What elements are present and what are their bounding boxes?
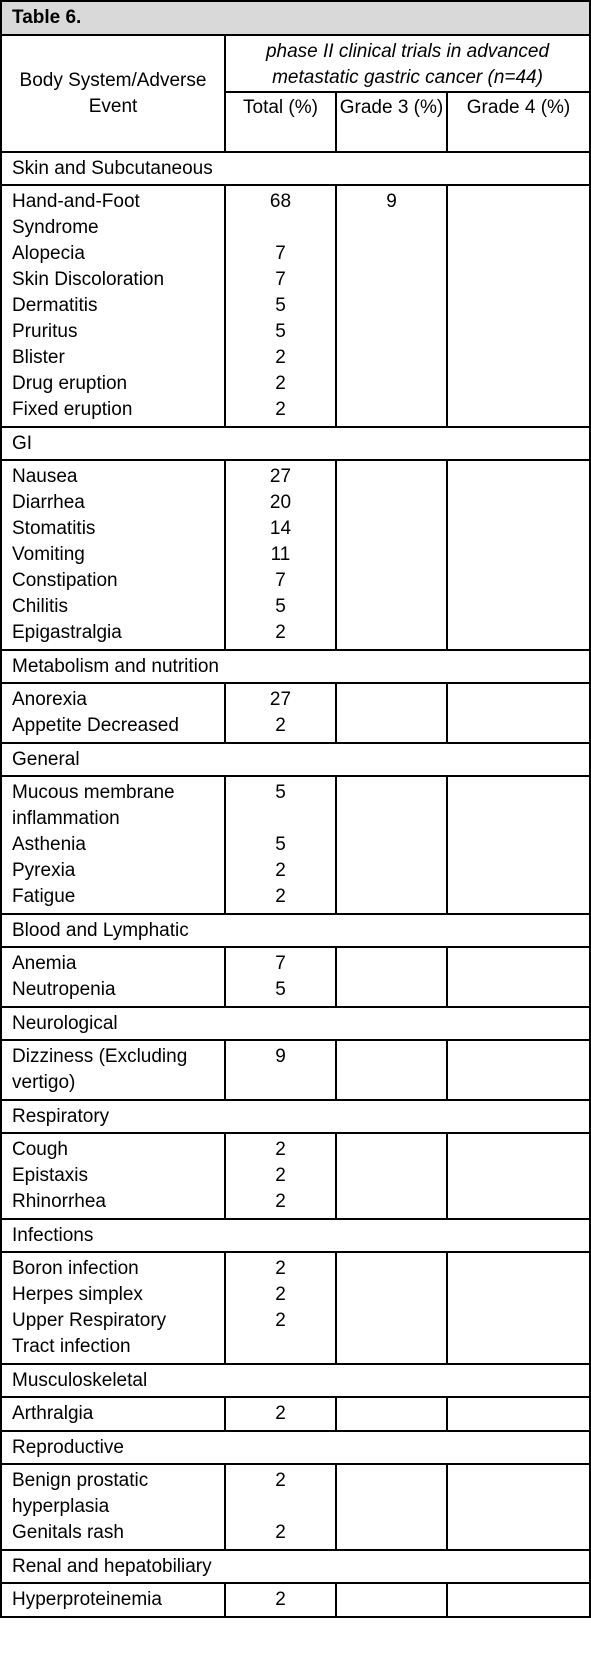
category-row xyxy=(1,1100,590,1133)
grade3-percent-value xyxy=(337,1137,446,1163)
category-label: Musculoskeletal xyxy=(1,1364,590,1397)
grade3-percent-value xyxy=(337,858,446,884)
grade4-percent-value xyxy=(448,1401,589,1427)
grade4-percent-value xyxy=(448,620,589,646)
title-row xyxy=(1,1,590,35)
adverse-event-name: Genitals rash xyxy=(12,1522,124,1543)
category-label: Blood and Lymphatic xyxy=(1,914,590,947)
category-row xyxy=(1,1364,590,1397)
adverse-event-name: Skin Discoloration xyxy=(12,269,165,290)
category-row xyxy=(1,427,590,460)
grade3-percent-value xyxy=(337,542,446,568)
grade4-percent-cell xyxy=(447,460,590,650)
category-label: General xyxy=(1,743,590,776)
adverse-event-name: Anorexia xyxy=(12,689,87,710)
total-percent-value: 5 xyxy=(275,295,286,316)
total-percent-value: 27 xyxy=(269,689,292,710)
grade4-percent-cell xyxy=(447,776,590,914)
grade4-percent-value xyxy=(448,1044,589,1096)
total-percent-value: 2 xyxy=(275,886,286,907)
category-label: Skin and Subcutaneous xyxy=(1,152,590,185)
section-data-row xyxy=(1,460,590,650)
total-percent-value: 7 xyxy=(275,243,286,264)
category-label: Metabolism and nutrition xyxy=(1,650,590,683)
adverse-event-name: Benign prostatic hyperplasia xyxy=(12,1470,149,1517)
grade4-percent-value xyxy=(448,1587,589,1613)
grade3-percent-value xyxy=(337,1587,446,1613)
total-percent-cell xyxy=(225,1252,336,1364)
grade3-percent-value xyxy=(337,568,446,594)
adverse-event-name: Asthenia xyxy=(12,834,86,855)
total-percent-value: 2 xyxy=(275,1589,286,1610)
grade3-percent-value xyxy=(337,1256,446,1282)
grade4-percent-value xyxy=(448,1163,589,1189)
grade3-percent-cell xyxy=(336,460,447,650)
section-data-row xyxy=(1,683,590,743)
total-percent-cell xyxy=(225,776,336,914)
grade3-percent-value xyxy=(337,319,446,345)
adverse-event-name: Constipation xyxy=(12,570,118,591)
grade3-percent-cell xyxy=(336,185,447,427)
total-percent-value: 9 xyxy=(275,1046,286,1067)
grade3-percent-value xyxy=(337,1401,446,1427)
adverse-event-names-cell xyxy=(1,1252,225,1364)
adverse-event-name: Neutropenia xyxy=(12,979,116,1000)
grade3-percent-value xyxy=(337,687,446,713)
grade4-percent-value xyxy=(448,241,589,267)
grade4-percent-value xyxy=(448,832,589,858)
grade3-percent-value xyxy=(337,594,446,620)
grade4-percent-value xyxy=(448,1256,589,1282)
total-percent-value: 5 xyxy=(275,834,286,855)
total-percent-value: 27 xyxy=(269,466,292,487)
total-percent-value: 5 xyxy=(275,596,286,617)
total-percent-cell xyxy=(225,1133,336,1219)
grade3-percent-value xyxy=(337,620,446,646)
table-title: Table 6. xyxy=(1,1,590,35)
grade3-percent-value xyxy=(337,977,446,1003)
total-percent-cell xyxy=(225,185,336,427)
adverse-event-name: Vomiting xyxy=(12,544,85,565)
adverse-event-name: Rhinorrhea xyxy=(12,1191,106,1212)
total-percent-value: 2 xyxy=(275,1139,286,1160)
grade4-percent-value xyxy=(448,345,589,371)
grade3-percent-value xyxy=(337,951,446,977)
adverse-event-name: Hand-and-Foot Syndrome xyxy=(12,191,140,238)
total-percent-cell xyxy=(225,1583,336,1617)
total-percent-value: 2 xyxy=(275,622,286,643)
total-percent-value: 5 xyxy=(275,321,286,342)
adverse-event-names-cell xyxy=(1,947,225,1007)
trial-group-header: phase II clinical trials in advanced metastatic gastric cancer (n=44) xyxy=(225,35,590,92)
adverse-event-names-cell xyxy=(1,460,225,650)
grade3-percent-cell xyxy=(336,1397,447,1431)
adverse-event-names-cell xyxy=(1,1133,225,1219)
grade4-percent-value xyxy=(448,1137,589,1163)
total-percent-value: 5 xyxy=(275,979,286,1000)
adverse-event-names-cell xyxy=(1,185,225,427)
grade3-percent-value xyxy=(337,1044,446,1096)
adverse-event-name: Herpes simplex xyxy=(12,1284,143,1305)
category-row xyxy=(1,1550,590,1583)
grade3-percent-value xyxy=(337,241,446,267)
column-header-total: Total (%) xyxy=(225,92,336,152)
grade4-percent-value xyxy=(448,267,589,293)
grade4-percent-value xyxy=(448,397,589,423)
total-percent-cell xyxy=(225,1040,336,1100)
total-percent-value: 7 xyxy=(275,953,286,974)
grade3-percent-value xyxy=(337,1189,446,1215)
adverse-event-name: Appetite Decreased xyxy=(12,715,179,736)
adverse-event-names-cell xyxy=(1,683,225,743)
grade3-percent-cell xyxy=(336,1464,447,1550)
total-percent-value: 2 xyxy=(275,1191,286,1212)
grade4-percent-value xyxy=(448,568,589,594)
total-percent-value: 2 xyxy=(275,1310,286,1331)
adverse-event-name: Pyrexia xyxy=(12,860,76,881)
adverse-event-name: Fixed eruption xyxy=(12,399,133,420)
total-percent-value: 2 xyxy=(275,1403,286,1424)
grade3-percent-value xyxy=(337,397,446,423)
grade4-percent-cell xyxy=(447,1464,590,1550)
section-data-row xyxy=(1,1040,590,1100)
grade4-percent-cell xyxy=(447,947,590,1007)
grade3-percent-value xyxy=(337,884,446,910)
grade4-percent-value xyxy=(448,884,589,910)
category-label: GI xyxy=(1,427,590,460)
grade4-percent-value xyxy=(448,594,589,620)
category-label: Reproductive xyxy=(1,1431,590,1464)
grade4-percent-value xyxy=(448,1308,589,1360)
total-percent-cell xyxy=(225,683,336,743)
total-percent-value: 68 xyxy=(269,191,292,212)
table-body xyxy=(1,1,590,1617)
grade4-percent-value xyxy=(448,516,589,542)
total-percent-cell xyxy=(225,1397,336,1431)
grade4-percent-value xyxy=(448,1468,589,1520)
grade3-percent-value xyxy=(337,713,446,739)
grade3-percent-value xyxy=(337,1468,446,1520)
category-label: Neurological xyxy=(1,1007,590,1040)
grade4-percent-value xyxy=(448,780,589,832)
grade3-percent-value xyxy=(337,1163,446,1189)
grade4-percent-cell xyxy=(447,1133,590,1219)
section-data-row xyxy=(1,1464,590,1550)
total-percent-value: 2 xyxy=(275,399,286,420)
grade4-percent-cell xyxy=(447,185,590,427)
adverse-event-name: Pruritus xyxy=(12,321,78,342)
grade4-percent-value xyxy=(448,490,589,516)
category-row xyxy=(1,1431,590,1464)
adverse-event-name: Mucous membrane inflammation xyxy=(12,782,175,829)
total-percent-value: 2 xyxy=(275,347,286,368)
adverse-event-names-cell xyxy=(1,1464,225,1550)
adverse-event-name: Alopecia xyxy=(12,243,85,264)
grade4-percent-value xyxy=(448,951,589,977)
header-row-1 xyxy=(1,35,590,92)
grade4-percent-value xyxy=(448,687,589,713)
grade3-percent-cell xyxy=(336,947,447,1007)
category-label: Infections xyxy=(1,1219,590,1252)
adverse-event-name: Cough xyxy=(12,1139,68,1160)
adverse-event-names-cell xyxy=(1,1583,225,1617)
grade4-percent-value xyxy=(448,319,589,345)
category-row xyxy=(1,650,590,683)
grade4-percent-cell xyxy=(447,683,590,743)
total-percent-value: 2 xyxy=(275,1522,286,1543)
grade3-percent-cell xyxy=(336,1133,447,1219)
grade4-percent-cell xyxy=(447,1397,590,1431)
total-percent-value: 5 xyxy=(275,782,286,803)
total-percent-value: 7 xyxy=(275,570,286,591)
section-data-row xyxy=(1,185,590,427)
section-data-row xyxy=(1,1252,590,1364)
grade4-percent-value xyxy=(448,371,589,397)
grade3-percent-cell xyxy=(336,683,447,743)
category-row xyxy=(1,152,590,185)
total-percent-value: 2 xyxy=(275,1165,286,1186)
total-percent-value: 2 xyxy=(275,1470,286,1491)
grade3-percent-value xyxy=(337,1520,446,1546)
adverse-event-names-cell xyxy=(1,1397,225,1431)
grade3-percent-cell xyxy=(336,1252,447,1364)
category-row xyxy=(1,914,590,947)
grade3-percent-value xyxy=(337,371,446,397)
adverse-event-name: Epigastralgia xyxy=(12,622,122,643)
adverse-event-name: Diarrhea xyxy=(12,492,85,513)
grade4-percent-value xyxy=(448,189,589,241)
total-percent-value: 14 xyxy=(269,518,292,539)
grade4-percent-value xyxy=(448,1189,589,1215)
grade3-percent-value xyxy=(337,832,446,858)
adverse-event-name: Boron infection xyxy=(12,1258,139,1279)
section-data-row xyxy=(1,1397,590,1431)
grade4-percent-value xyxy=(448,858,589,884)
adverse-event-name: Fatigue xyxy=(12,886,76,907)
adverse-event-name: Anemia xyxy=(12,953,77,974)
total-percent-value: 2 xyxy=(275,373,286,394)
adverse-event-names-cell xyxy=(1,1040,225,1100)
grade4-percent-value xyxy=(448,293,589,319)
grade4-percent-cell xyxy=(447,1252,590,1364)
grade3-percent-value xyxy=(337,345,446,371)
total-percent-cell xyxy=(225,947,336,1007)
category-label: Respiratory xyxy=(1,1100,590,1133)
grade3-percent-value xyxy=(337,1282,446,1308)
grade3-percent-value xyxy=(337,490,446,516)
grade3-percent-value xyxy=(337,1308,446,1360)
category-row xyxy=(1,743,590,776)
adverse-event-names-cell xyxy=(1,776,225,914)
total-percent-value: 2 xyxy=(275,715,286,736)
total-percent-value: 20 xyxy=(269,492,292,513)
adverse-event-name: Nausea xyxy=(12,466,78,487)
adverse-event-name: Epistaxis xyxy=(12,1165,89,1186)
section-data-row xyxy=(1,1583,590,1617)
adverse-event-name: Dermatitis xyxy=(12,295,98,316)
section-data-row xyxy=(1,947,590,1007)
grade3-percent-cell xyxy=(336,1583,447,1617)
total-percent-value: 2 xyxy=(275,1258,286,1279)
adverse-event-name: Arthralgia xyxy=(12,1403,94,1424)
total-percent-cell xyxy=(225,460,336,650)
total-percent-value: 7 xyxy=(275,269,286,290)
adverse-event-name: Blister xyxy=(12,347,65,368)
column-header-grade4: Grade 4 (%) xyxy=(447,92,590,152)
grade4-percent-value xyxy=(448,713,589,739)
total-percent-value: 2 xyxy=(275,1284,286,1305)
adverse-event-name: Stomatitis xyxy=(12,518,96,539)
category-row xyxy=(1,1007,590,1040)
grade3-percent-value xyxy=(337,293,446,319)
total-percent-value: 2 xyxy=(275,860,286,881)
category-row xyxy=(1,1219,590,1252)
section-data-row xyxy=(1,776,590,914)
grade3-percent-value xyxy=(337,464,446,490)
section-data-row xyxy=(1,1133,590,1219)
category-label: Renal and hepatobiliary xyxy=(1,1550,590,1583)
adverse-event-name: Chilitis xyxy=(12,596,68,617)
grade4-percent-cell xyxy=(447,1040,590,1100)
adverse-event-name: Dizziness (Excluding vertigo) xyxy=(12,1046,188,1093)
grade4-percent-cell xyxy=(447,1583,590,1617)
adverse-event-name: Upper Respiratory Tract infection xyxy=(12,1310,167,1357)
grade4-percent-value xyxy=(448,542,589,568)
grade3-percent-cell xyxy=(336,1040,447,1100)
grade3-percent-cell xyxy=(336,776,447,914)
total-percent-cell xyxy=(225,1464,336,1550)
grade4-percent-value xyxy=(448,1282,589,1308)
grade3-percent-value xyxy=(337,516,446,542)
grade4-percent-value xyxy=(448,464,589,490)
column-header-grade3: Grade 3 (%) xyxy=(336,92,447,152)
adverse-event-name: Drug eruption xyxy=(12,373,128,394)
grade4-percent-value xyxy=(448,977,589,1003)
grade3-percent-value xyxy=(337,267,446,293)
total-percent-value: 11 xyxy=(270,544,291,565)
body-system-header: Body System/Adverse Event xyxy=(1,35,225,152)
adverse-event-name: Hyperproteinemia xyxy=(12,1589,162,1610)
grade4-percent-value xyxy=(448,1520,589,1546)
grade3-percent-value: 9 xyxy=(386,191,397,212)
grade3-percent-value xyxy=(337,780,446,832)
